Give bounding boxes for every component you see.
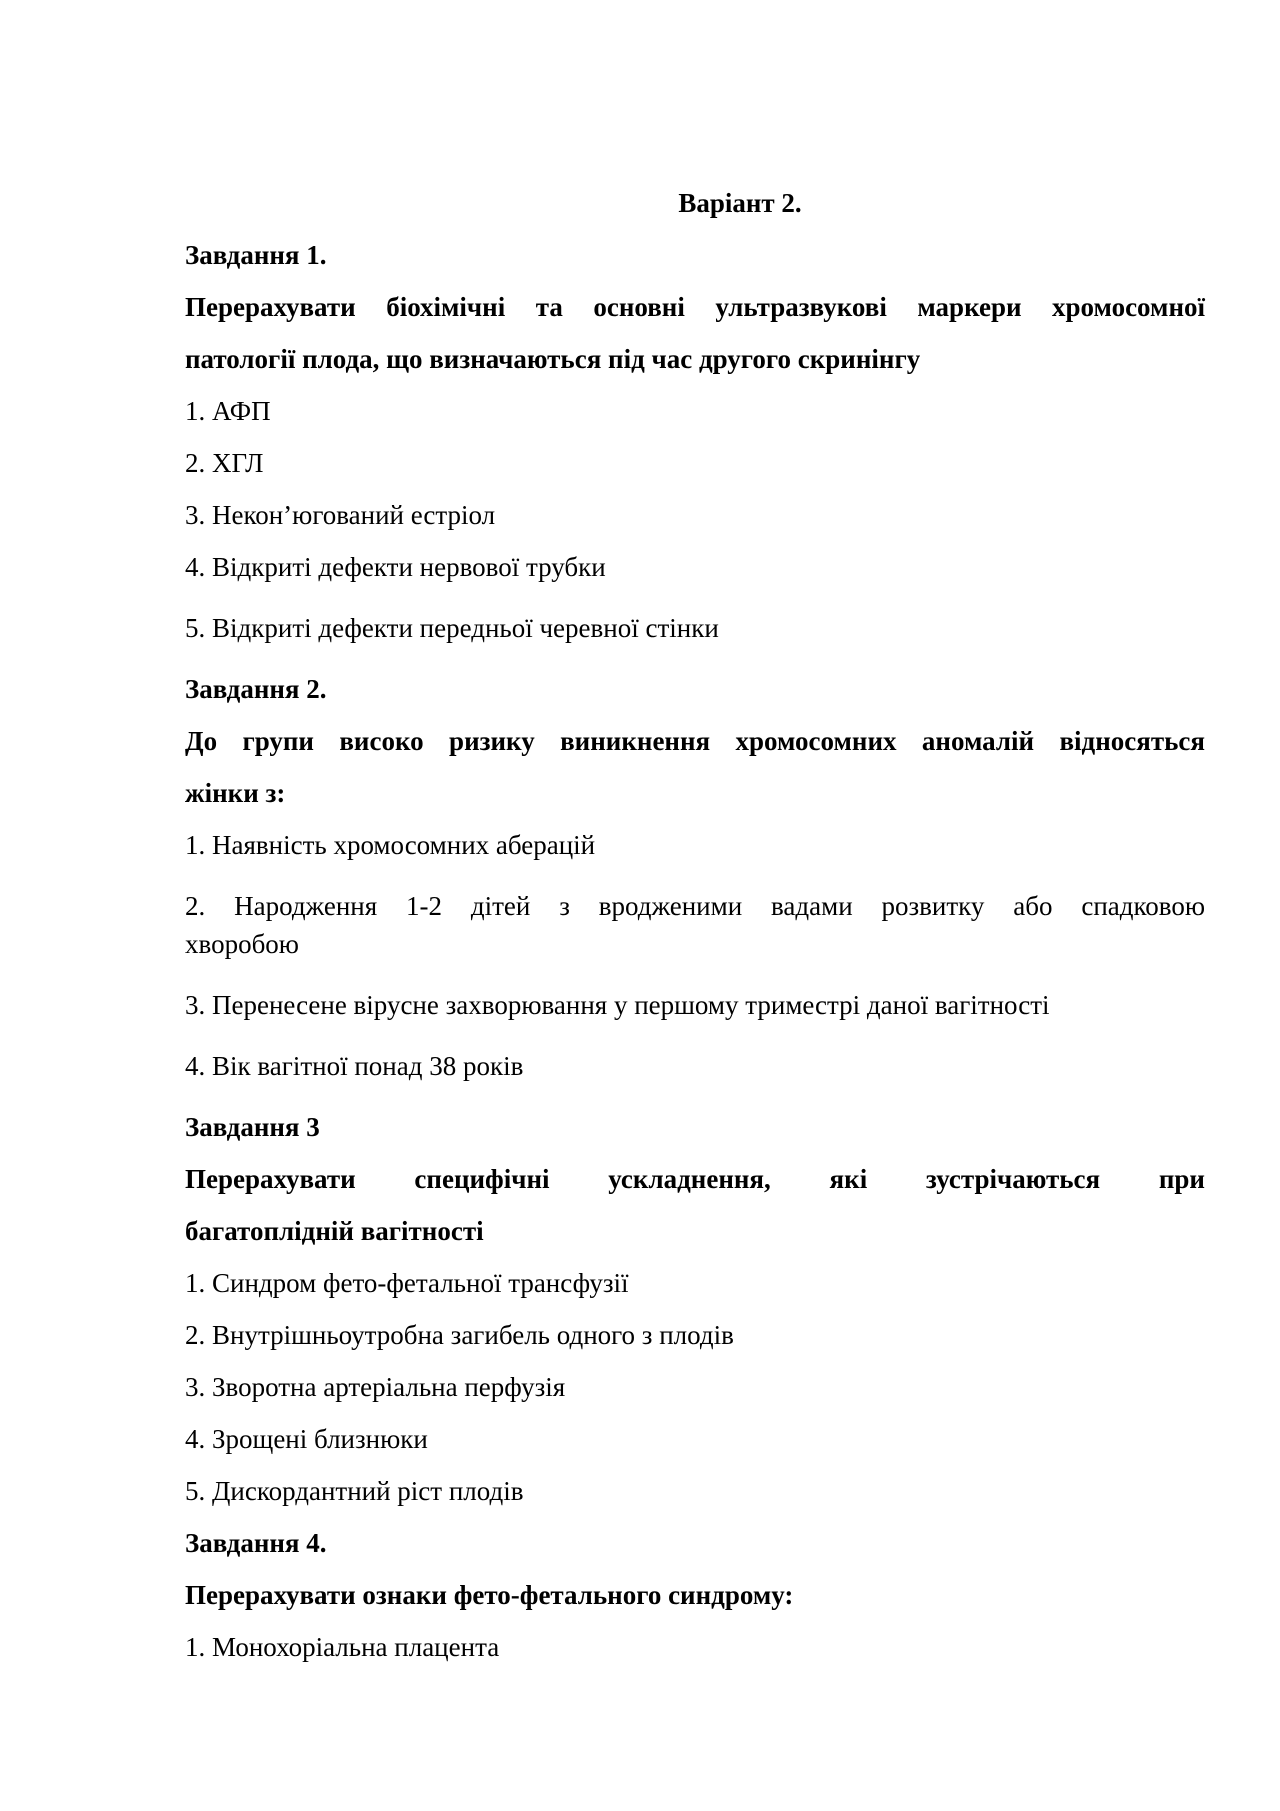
task-1-item: 4. Відкриті дефекти нервової трубки	[185, 552, 606, 582]
task-3-question-line-2: багатоплідній вагітності	[185, 1216, 484, 1246]
task-3-item: 2. Внутрішньоутробна загибель одного з плодів	[185, 1320, 734, 1350]
task-3-item: 4. Зрощені близнюки	[185, 1424, 428, 1454]
task-1-item: 2. ХГЛ	[185, 448, 264, 478]
task-2-item: 3. Перенесене вірусне захворювання у першому триместрі даної вагітності	[185, 990, 1050, 1020]
task-3-item: 5. Дискордантний ріст плодів	[185, 1476, 524, 1506]
task-2-heading: Завдання 2.	[185, 674, 327, 704]
task-1-item: 5. Відкриті дефекти передньої черевної стінки	[185, 613, 719, 643]
task-2-item-continuation: хворобою	[185, 929, 299, 959]
task-1-item: 1. АФП	[185, 396, 271, 426]
task-2-item: 1. Наявність хромосомних аберацій	[185, 830, 596, 860]
task-1-item: 3. Некон’югований естріол	[185, 500, 496, 530]
task-3-item: 1. Синдром фето-фетальної трансфузії	[185, 1268, 629, 1298]
task-1-question-line-2: патології плода, що визначаються під час другого скринінгу	[185, 344, 921, 374]
task-1-question-line-1: Перерахувати біохімічні та основні ультразвукові маркери хромосомної	[185, 292, 1205, 322]
task-3-item: 3. Зворотна артеріальна перфузія	[185, 1372, 566, 1402]
variant-title: Варіант 2.	[678, 188, 802, 218]
task-2-item: 4. Вік вагітної понад 38 років	[185, 1051, 524, 1081]
task-2-question-line-2: жінки з:	[185, 778, 286, 808]
task-3-heading: Завдання 3	[185, 1112, 320, 1142]
task-4-item: 1. Монохоріальна плацента	[185, 1632, 500, 1662]
task-2-item: 2. Народження 1-2 дітей з вродженими вадами розвитку або спадковою	[185, 891, 1205, 921]
task-4-heading: Завдання 4.	[185, 1528, 327, 1558]
task-1-heading: Завдання 1.	[185, 240, 327, 270]
task-2-question-line-1: До групи високо ризику виникнення хромосомних аномалій відносяться	[185, 726, 1205, 756]
task-3-question-line-1: Перерахувати специфічні ускладнення, які зустрічаються при	[185, 1164, 1205, 1194]
task-4-question-line-1: Перерахувати ознаки фето-фетального синдрому:	[185, 1580, 794, 1610]
